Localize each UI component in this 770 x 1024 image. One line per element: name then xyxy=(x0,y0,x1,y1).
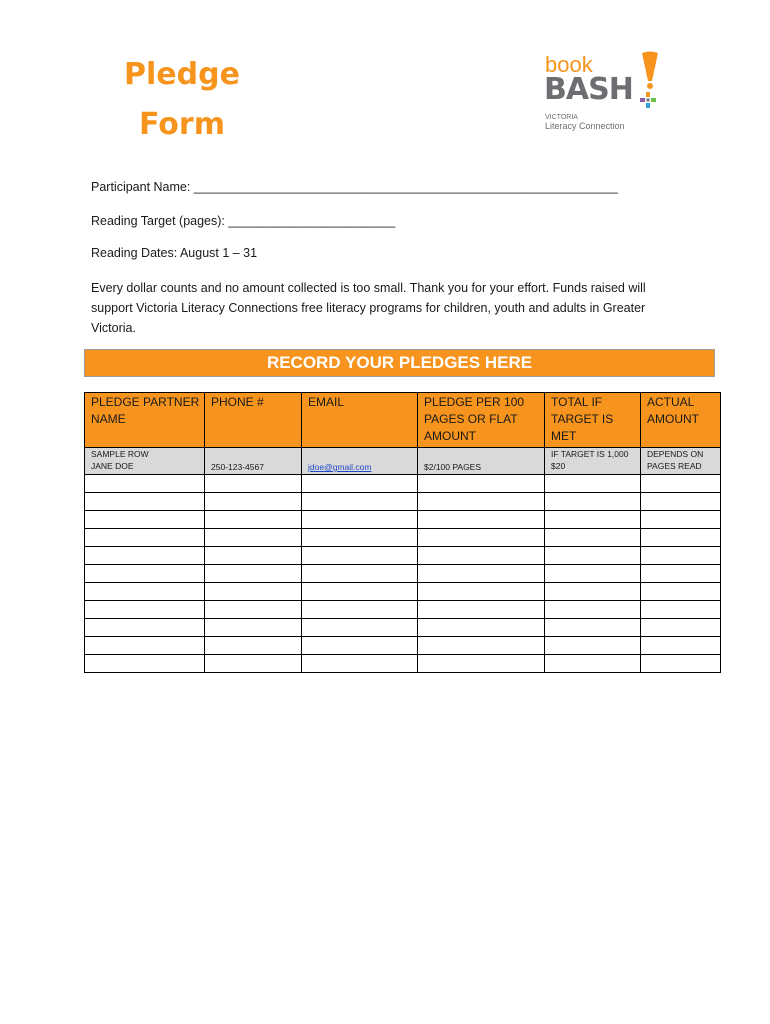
pledge-input[interactable] xyxy=(418,511,545,529)
reading-target-field[interactable]: Reading Target (pages): ________________________ xyxy=(91,214,396,228)
logo-org-line1: VICTORIA xyxy=(545,114,578,121)
table-row xyxy=(85,529,721,547)
actual-input[interactable] xyxy=(641,655,721,673)
table-row xyxy=(85,475,721,493)
header-pledge-per-100: PLEDGE PER 100 PAGES OR FLAT AMOUNT xyxy=(418,393,545,448)
header-total-if-met: TOTAL IF TARGET IS MET xyxy=(545,393,641,448)
email-input[interactable] xyxy=(302,619,418,637)
sample-phone: 250-123-4567 xyxy=(205,448,302,475)
actual-input[interactable] xyxy=(641,511,721,529)
name-input[interactable] xyxy=(85,529,205,547)
page-title xyxy=(124,50,240,150)
title-line-pledge: Pledge xyxy=(124,57,240,92)
header-email: EMAIL xyxy=(302,393,418,448)
total-input[interactable] xyxy=(545,601,641,619)
phone-input[interactable] xyxy=(205,493,302,511)
name-input[interactable] xyxy=(85,655,205,673)
phone-input[interactable] xyxy=(205,619,302,637)
record-pledges-banner: RECORD YOUR PLEDGES HERE xyxy=(84,349,715,377)
name-input[interactable] xyxy=(85,601,205,619)
email-input[interactable] xyxy=(302,511,418,529)
total-input[interactable] xyxy=(545,493,641,511)
name-input[interactable] xyxy=(85,583,205,601)
intro-paragraph: Every dollar counts and no amount collected is too small. Thank you for your effort. Funds raised will support Victoria Literacy Connections free literacy programs for children, youth and adults in Greater Victoria. xyxy=(91,281,646,335)
total-input[interactable] xyxy=(545,475,641,493)
name-input[interactable] xyxy=(85,547,205,565)
sample-row-label: SAMPLE ROW xyxy=(91,449,149,459)
table-row xyxy=(85,637,721,655)
name-input[interactable] xyxy=(85,637,205,655)
total-input[interactable] xyxy=(545,511,641,529)
email-input[interactable] xyxy=(302,601,418,619)
pledge-input[interactable] xyxy=(418,655,545,673)
email-input[interactable] xyxy=(302,529,418,547)
phone-input[interactable] xyxy=(205,475,302,493)
table-row xyxy=(85,493,721,511)
phone-input[interactable] xyxy=(205,601,302,619)
sample-email-cell xyxy=(302,448,418,475)
email-input[interactable] xyxy=(302,547,418,565)
pledge-input[interactable] xyxy=(418,475,545,493)
total-input[interactable] xyxy=(545,655,641,673)
phone-input[interactable] xyxy=(205,637,302,655)
sample-name: JANE DOE xyxy=(91,461,134,471)
table-row xyxy=(85,583,721,601)
pledge-input[interactable] xyxy=(418,493,545,511)
header-phone: PHONE # xyxy=(205,393,302,448)
phone-input[interactable] xyxy=(205,511,302,529)
phone-input[interactable] xyxy=(205,583,302,601)
pledge-input[interactable] xyxy=(418,619,545,637)
actual-input[interactable] xyxy=(641,547,721,565)
sample-actual: DEPENDS ON PAGES READ xyxy=(641,448,721,475)
logo-word-bash: BASH xyxy=(544,72,633,107)
sample-name-cell xyxy=(85,448,205,475)
name-input[interactable] xyxy=(85,511,205,529)
pledge-input[interactable] xyxy=(418,529,545,547)
pledge-input[interactable] xyxy=(418,601,545,619)
actual-input[interactable] xyxy=(641,583,721,601)
table-row xyxy=(85,565,721,583)
sample-row xyxy=(85,448,721,475)
name-input[interactable] xyxy=(85,619,205,637)
actual-input[interactable] xyxy=(641,565,721,583)
phone-input[interactable] xyxy=(205,547,302,565)
logo-word-book: book xyxy=(545,52,593,77)
actual-input[interactable] xyxy=(641,619,721,637)
header-pledge-partner-name: PLEDGE PARTNER NAME xyxy=(85,393,205,448)
actual-input[interactable] xyxy=(641,637,721,655)
sample-email-link[interactable]: jdoe@gmail.com xyxy=(308,462,372,472)
exclamation-icon xyxy=(639,51,661,89)
email-input[interactable] xyxy=(302,475,418,493)
pledge-input[interactable] xyxy=(418,583,545,601)
flower-icon xyxy=(639,91,657,109)
email-input[interactable] xyxy=(302,637,418,655)
name-input[interactable] xyxy=(85,475,205,493)
total-input[interactable] xyxy=(545,619,641,637)
pledge-table xyxy=(84,392,721,673)
total-input[interactable] xyxy=(545,547,641,565)
pledge-input[interactable] xyxy=(418,565,545,583)
name-input[interactable] xyxy=(85,565,205,583)
reading-dates: Reading Dates: August 1 – 31 xyxy=(91,246,258,260)
header-actual-amount: ACTUAL AMOUNT xyxy=(641,393,721,448)
table-header-row xyxy=(85,393,721,448)
actual-input[interactable] xyxy=(641,475,721,493)
total-input[interactable] xyxy=(545,565,641,583)
book-bash-logo xyxy=(543,48,668,132)
name-input[interactable] xyxy=(85,493,205,511)
email-input[interactable] xyxy=(302,493,418,511)
email-input[interactable] xyxy=(302,655,418,673)
sample-total: IF TARGET IS 1,000 $20 xyxy=(545,448,641,475)
email-input[interactable] xyxy=(302,583,418,601)
table-row xyxy=(85,547,721,565)
phone-input[interactable] xyxy=(205,565,302,583)
logo-org-line2: Literacy Connection xyxy=(545,121,625,131)
actual-input[interactable] xyxy=(641,601,721,619)
pledge-input[interactable] xyxy=(418,547,545,565)
total-input[interactable] xyxy=(545,583,641,601)
table-row xyxy=(85,619,721,637)
participant-name-field[interactable]: Participant Name: _____________________________________________________________ xyxy=(91,180,618,194)
table-row xyxy=(85,601,721,619)
total-input[interactable] xyxy=(545,529,641,547)
total-input[interactable] xyxy=(545,637,641,655)
actual-input[interactable] xyxy=(641,493,721,511)
actual-input[interactable] xyxy=(641,529,721,547)
table-row xyxy=(85,511,721,529)
pledge-input[interactable] xyxy=(418,637,545,655)
title-line-form: Form xyxy=(139,107,225,142)
phone-input[interactable] xyxy=(205,655,302,673)
sample-pledge: $2/100 PAGES xyxy=(418,448,545,475)
phone-input[interactable] xyxy=(205,529,302,547)
table-row xyxy=(85,655,721,673)
email-input[interactable] xyxy=(302,565,418,583)
blank-rows xyxy=(85,475,721,673)
